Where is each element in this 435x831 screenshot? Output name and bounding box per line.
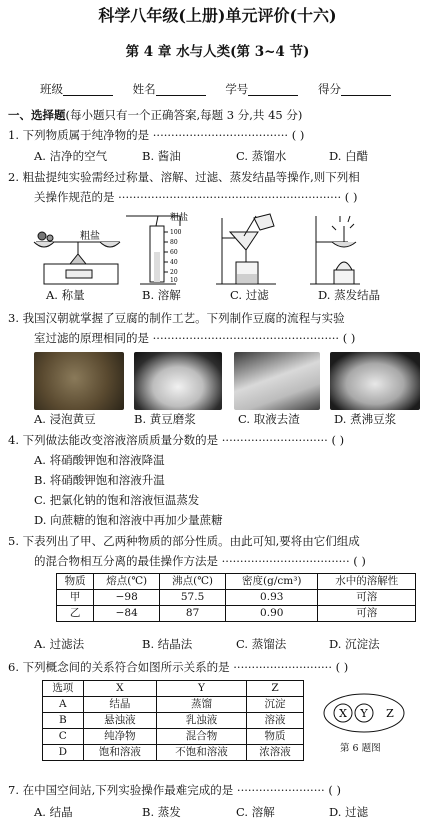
- q5-stem-line1: 5. 下表列出了甲、乙两种物质的部分性质。由此可知,要将由它们组成: [8, 534, 360, 548]
- svg-text:100: 100: [170, 229, 182, 236]
- table-header-row: [43, 681, 304, 697]
- q7-option-a[interactable]: A. 结晶: [34, 805, 73, 819]
- cylinder-scale: [170, 229, 182, 284]
- q3-caption-d[interactable]: D. 煮沸豆浆: [334, 412, 397, 426]
- q7-option-d[interactable]: D. 过滤: [329, 805, 369, 819]
- table-cell: 蒸馏: [157, 697, 247, 713]
- q5-option-a[interactable]: A. 过滤法: [34, 637, 85, 651]
- info-fields: [40, 82, 391, 96]
- evaporation-illustration: [310, 216, 360, 284]
- table-cell: 87: [160, 606, 226, 622]
- q4-option-a[interactable]: A. 将硝酸钾饱和溶液降温: [34, 453, 165, 467]
- table-cell: A: [43, 697, 84, 713]
- number-blank[interactable]: [248, 84, 298, 96]
- table-cell: C: [43, 729, 84, 745]
- boil-soymilk-photo: [330, 352, 420, 410]
- table-cell: 可溶: [318, 606, 416, 622]
- q4-option-b[interactable]: B. 将硝酸钾饱和溶液升温: [34, 473, 165, 487]
- q1-option-b[interactable]: B. 酱油: [142, 149, 181, 163]
- table-row: [57, 590, 416, 606]
- section-title: 一、选择题: [8, 108, 66, 122]
- table-cell: −98: [94, 590, 160, 606]
- q1-option-a[interactable]: A. 洁净的空气: [34, 149, 108, 163]
- table-row[interactable]: [43, 713, 304, 729]
- table-cell: −84: [94, 606, 160, 622]
- q6-figure-caption: 第 6 题图: [340, 743, 381, 754]
- table-cell: 溶液: [246, 713, 303, 729]
- q3-caption-a[interactable]: A. 浸泡黄豆: [34, 412, 96, 426]
- q7-stem: 7. 在中国空间站,下列实验操作最难完成的是 ························ ( ): [8, 783, 341, 797]
- q3-stem-line1: 3. 我国汉朝就掌握了豆腐的制作工艺。下列制作豆腐的流程与实验: [8, 311, 345, 325]
- page-title: 科学八年级(上册)单元评价(十六): [98, 6, 337, 25]
- balance-illustration: [34, 232, 120, 284]
- table-row: [57, 606, 416, 622]
- q1-stem: 1. 下列物质属于纯净物的是 ····································· ( ): [8, 128, 305, 142]
- y-label: Y: [360, 707, 368, 720]
- table-row[interactable]: [43, 697, 304, 713]
- q4-option-d[interactable]: D. 向蔗糖的饱和溶液中再加少量蔗糖: [34, 513, 223, 527]
- q4-option-c[interactable]: C. 把氯化钠的饱和溶液恒温蒸发: [34, 493, 200, 507]
- table-cell: 悬浊液: [83, 713, 156, 729]
- table-header-cell: 密度(g/cm³): [226, 574, 318, 590]
- table-cell: B: [43, 713, 84, 729]
- table-cell: 不饱和溶液: [157, 745, 247, 761]
- table-cell: 沉淀: [246, 697, 303, 713]
- table-header-cell: 物质: [57, 574, 94, 590]
- svg-text:40: 40: [170, 259, 178, 266]
- filter-residue-photo: [234, 352, 320, 410]
- score-label: 得分: [317, 82, 341, 96]
- table-cell: 57.5: [160, 590, 226, 606]
- q5-option-d[interactable]: D. 沉淀法: [329, 637, 380, 651]
- q7-option-b[interactable]: B. 蒸发: [142, 805, 181, 819]
- table-header-cell: 水中的溶解性: [318, 574, 416, 590]
- q3-stem-line2: 室过滤的原理相同的是 ··················································· ( ): [34, 331, 356, 345]
- class-blank[interactable]: [63, 84, 113, 96]
- table-cell: 混合物: [157, 729, 247, 745]
- q1-option-d[interactable]: D. 白醋: [329, 149, 369, 163]
- section-heading: [8, 108, 302, 122]
- q5-stem-line2: 的混合物相互分离的最佳操作方法是 ··································· ( ): [34, 554, 366, 568]
- table-cell: 饱和溶液: [83, 745, 156, 761]
- svg-text:20: 20: [170, 269, 178, 276]
- page-subtitle: 第 4 章 水与人类(第 3~4 节): [125, 44, 310, 60]
- q5-option-b[interactable]: B. 结晶法: [142, 637, 193, 651]
- q2-caption-c[interactable]: C. 过滤: [230, 288, 269, 302]
- table-cell: 物质: [246, 729, 303, 745]
- filtration-illustration: [216, 214, 276, 284]
- section-note: (每小题只有一个正确答案,每题 3 分,共 45 分): [65, 108, 303, 122]
- q2-stem-line1: 2. 粗盐提纯实验需经过称量、溶解、过滤、蒸发结晶等操作,则下列相: [8, 170, 360, 184]
- table-row[interactable]: [43, 745, 304, 761]
- soak-beans-photo: [34, 352, 124, 410]
- grind-beans-photo: [134, 352, 222, 410]
- table-cell: 甲: [57, 590, 94, 606]
- table-cell: 0.90: [226, 606, 318, 622]
- table-header-cell: 沸点(℃): [160, 574, 226, 590]
- x-label: X: [339, 707, 347, 720]
- svg-text:60: 60: [170, 249, 178, 256]
- name-label: 姓名: [132, 82, 156, 96]
- number-label: 学号: [225, 82, 249, 96]
- q2-apparatus-figure: [30, 212, 415, 288]
- q5-option-c[interactable]: C. 蒸馏法: [236, 637, 287, 651]
- table-header-cell: 选项: [43, 681, 84, 697]
- z-label: Z: [386, 707, 394, 720]
- name-blank[interactable]: [156, 84, 206, 96]
- class-label: 班级: [40, 82, 63, 96]
- table-header-cell: 熔点(℃): [94, 574, 160, 590]
- table-cell: 0.93: [226, 590, 318, 606]
- q5-properties-table: [56, 573, 416, 622]
- table-cell: 乳浊液: [157, 713, 247, 729]
- q2-caption-b[interactable]: B. 溶解: [142, 288, 181, 302]
- score-blank[interactable]: [341, 84, 391, 96]
- table-cell: 可溶: [318, 590, 416, 606]
- crude-salt-label-a: 粗盐: [80, 231, 100, 242]
- table-row[interactable]: [43, 729, 304, 745]
- q4-stem: 4. 下列做法能改变溶液溶质质量分数的是 ····························· ( ): [8, 433, 345, 447]
- table-header-row: [57, 574, 416, 590]
- q7-option-c[interactable]: C. 溶解: [236, 805, 275, 819]
- q6-concept-diagram: [318, 690, 422, 736]
- q2-caption-a[interactable]: A. 称量: [46, 288, 85, 302]
- svg-text:80: 80: [170, 239, 178, 246]
- table-cell: 浓溶液: [246, 745, 303, 761]
- svg-text:10: 10: [170, 277, 178, 284]
- q3-caption-b[interactable]: B. 黄豆磨浆: [134, 412, 196, 426]
- crude-salt-label-b: 粗盐: [170, 213, 189, 223]
- table-header-cell: Y: [157, 681, 247, 697]
- q6-stem: 6. 下列概念间的关系符合如图所示关系的是 ··························· ( ): [8, 660, 349, 674]
- table-cell: 乙: [57, 606, 94, 622]
- q2-caption-d[interactable]: D. 蒸发结晶: [318, 288, 381, 302]
- q6-options-table: [42, 680, 304, 761]
- table-cell: 纯净物: [83, 729, 156, 745]
- q1-option-c[interactable]: C. 蒸馏水: [236, 149, 287, 163]
- table-cell: D: [43, 745, 84, 761]
- table-header-cell: Z: [246, 681, 303, 697]
- table-cell: 结晶: [83, 697, 156, 713]
- q3-caption-c[interactable]: C. 取液去渣: [238, 412, 300, 426]
- table-header-cell: X: [83, 681, 156, 697]
- q2-stem-line2: 关操作规范的是 ····························································· ( ): [34, 190, 358, 204]
